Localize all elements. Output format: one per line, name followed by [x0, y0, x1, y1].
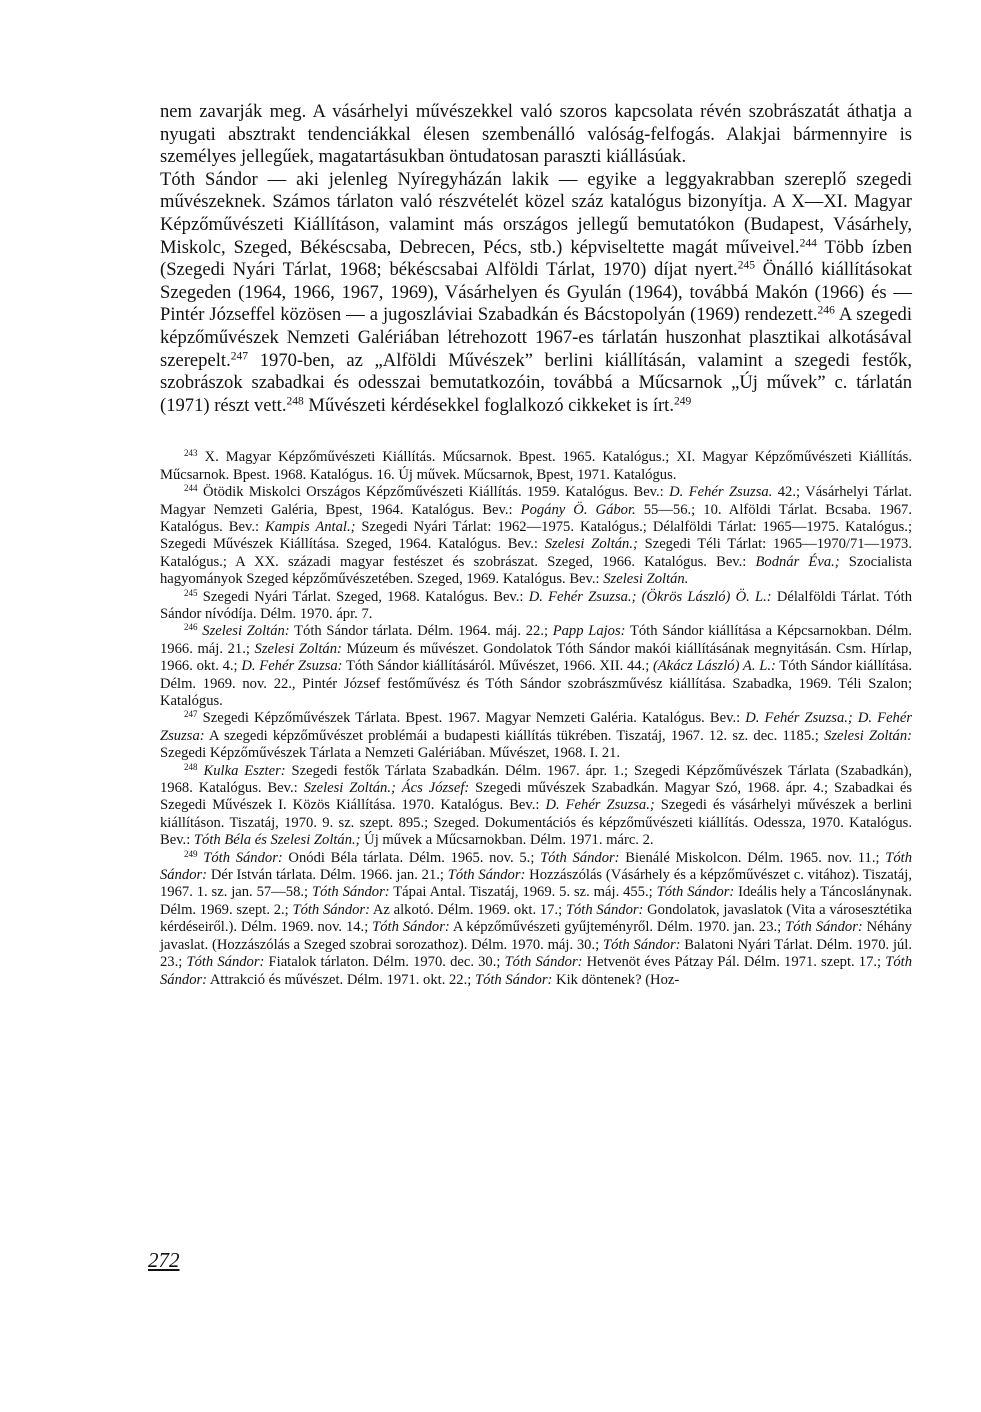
book-page [160, 101, 912, 989]
italic-span: Tóth Sándor: [602, 936, 681, 953]
italic-span: Tóth Sándor: [504, 954, 583, 971]
text-span: Tóth Sándor — aki jelenleg Nyíregyházán lakik — egyike a leggyakrabban szereplő szegedi művészeknek. Számos tárlaton való részvételét közel száz katalógus bizonyítja. A X—XI. Magyar Képzőművészeti Kiállításon, valamint más országos jellegű bemutatókon (Budapest, Vásárhely, Miskolc, Szeged, Békéscsaba, Debrecen, Pécs, stb.) képviseltette magát műveivel. [160, 168, 912, 258]
footnote [160, 589, 912, 624]
italic-span: Tóth Sándor: [474, 971, 553, 988]
text-span: Szegedi Képzőművészek Tárlata a Nemzeti Galériában. Művészet, 1968. I. 21. [160, 745, 621, 762]
italic-span: Szelesi Zoltán.; [544, 536, 638, 553]
italic-span: Tóth Sándor: [311, 884, 390, 901]
text-span: Szegedi festők Tárlata Szabadkán. Délm. 1967. ápr. 1.; Szegedi Képzőművészek Tárlata (Szabadkán), 1968. Katalógus. Bev.: [160, 762, 912, 797]
body-text [160, 101, 912, 417]
italic-span: D. Fehér Zsuzsa.; D. Fehér Zsuzsa: [160, 710, 912, 744]
page-number: 272 [148, 1248, 180, 1272]
text-span: X. Magyar Képzőművészeti Kiállítás. Műcsarnok. Bpest. 1965. Katalógus.; XI. Magyar Képzőművészeti Kiállítás. Műcsarnok. Bpest. 1968. Katalógus. 16. Új művek. Műcsarnok, Bpest, 1971. Katalógus. [160, 449, 912, 483]
footnote-ref: 246 [184, 622, 198, 633]
italic-span: Tóth Sándor: [292, 901, 370, 918]
footnote-ref: 249 [674, 395, 692, 408]
text-span: Szegedi művészek Szabadkán. Magyar Szó, 1968. ápr. 4.; Szabadkai és Szegedi Művészek I. Közös Kiállítása. 1970. Katalógus. Bev.: [160, 780, 913, 814]
italic-span: Tóth Sándor: [447, 867, 526, 884]
footnote-ref: 244 [184, 483, 198, 494]
italic-span: Kulka Eszter: [203, 762, 286, 779]
text-span: Szegedi Képzőművészek Tárlata. Bpest. 1967. Magyar Nemzeti Galéria. Katalógus. Bev.: [197, 710, 746, 727]
text-span: 55—56.; 10. Alföldi Tárlat. Bcsaba. 1967. Katalógus. Bev.: [160, 501, 912, 535]
text-span: Néhány javaslat. (Hozzászólás a Szeged szobrai sorozathoz). Délm. 1970. máj. 30.; [160, 919, 912, 953]
italic-span: Papp Lajos: [552, 623, 626, 640]
text-span: Balatoni Nyári Tárlat. Délm. 1970. júl. 23.; [160, 936, 913, 971]
text-span: Ideális hely a Táncoslánynak. Délm. 1969. szept. 2.; [160, 884, 913, 918]
text-span: Önálló kiállításokat Szegeden (1964, 1966, 1967, 1969), Vásárhelyen és Gyulán (1964), továbbá Makón (1966) és — Pintér Józseffel közösen — a jugoszláviai Szabadkán és Bácstopolyán (1969) rendezett. [160, 259, 912, 326]
text-span: Hetvenöt éves Pátzay Pál. Délm. 1971. szept. 17.; [582, 954, 886, 971]
italic-span: D. Fehér Zsuzsa. [669, 484, 773, 501]
text-span: Kik döntenek? (Hoz- [552, 971, 680, 988]
footnote-ref: 248 [286, 395, 304, 408]
italic-span: Tóth Sándor: [372, 919, 450, 936]
footnote [160, 484, 912, 588]
text-span: A szegedi képzőművészet problémái a budapesti kiállítás tükrében. Tiszatáj, 1967. 12. sz. dec. 1185.; [204, 727, 825, 744]
italic-span: Tóth Sándor: [656, 884, 735, 901]
italic-span: Szelesi Zoltán: [202, 623, 290, 640]
footnote-ref: 248 [184, 761, 198, 772]
text-span: Délalföldi Tárlat. Tóth Sándor nívódíja. Délm. 1970. ápr. 7. [160, 588, 912, 622]
footnote [160, 763, 912, 850]
italic-span: (Akácz László) A. L.: [653, 658, 776, 675]
italic-span: D. Fehér Zsuzsa: [241, 658, 343, 675]
italic-span: Szelesi Zoltán: [254, 640, 342, 657]
text-span: Ötödik Miskolci Országos Képzőművészeti Kiállítás. 1959. Katalógus. Bev.: [197, 484, 670, 501]
italic-span: D. Fehér Zsuzsa.; [545, 797, 655, 814]
italic-span: Pogány Ö. Gábor. [520, 501, 636, 518]
text-span: Szegedi Téli Tárlat: 1965—1970/71—1973. Katalógus.; A XX. századi magyar festészet és szobrászat. Szeged, 1966. Katalógus. Bev.: [160, 536, 912, 570]
footnote [160, 710, 912, 762]
footnote [160, 623, 912, 710]
text-span: nem zavarják meg. A vásárhelyi művészekkel való szoros kapcsolata révén szobrászatát áthatja a nyugati absztrakt tendenciákkal élesen szembenálló valóság-felfogás. Alakjai bármennyire is személyes jellegűek, magatartásukban öntudatosan paraszti kiállásúak. [160, 101, 912, 168]
text-span: Fiatalok tárlaton. Délm. 1970. dec. 30.; [264, 954, 505, 971]
text-span: Tápai Antal. Tiszatáj, 1969. 5. sz. máj. 455.; [389, 884, 657, 901]
text-span: Hozzászólás (Vásárhely és a képzőművészet c. vitához). Tiszatáj, 1967. 1. sz. jan. 57—58.; [160, 867, 912, 901]
text-span: Szocialista hagyományok Szeged képzőművészetében. Szeged, 1969. Katalógus. Bev.: [160, 553, 912, 588]
italic-span: Tóth Sándor: [160, 849, 913, 884]
footnote-ref: 245 [184, 587, 198, 598]
italic-span: Tóth Sándor: [160, 954, 913, 988]
text-span: Több ízben (Szegedi Nyári Tárlat, 1968; békéscsabai Alföldi Tárlat, 1970) díjat nyert. [160, 236, 912, 281]
italic-span: Tóth Béla és Szelesi Zoltán.; [193, 832, 361, 849]
italic-span: Tóth Sándor: [540, 849, 620, 866]
text-span: A szegedi képzőművészek Nemzeti Galériában létrehozott 1967-es tárlatán huszonhat plasztikai alkotásával szerepelt. [160, 304, 912, 371]
italic-span: Tóth Sándor: [186, 954, 265, 971]
body-paragraph [160, 169, 912, 418]
italic-span: Szelesi Zoltán. [603, 571, 689, 588]
italic-span: Szelesi Zoltán: [824, 727, 912, 744]
footnote-ref: 247 [230, 350, 248, 363]
text-span: Művészeti kérdésekkel foglalkozó cikkeket is írt. [303, 394, 674, 416]
text-span: Tóth Sándor kiállítása a Képcsarnokban. Délm. 1966. máj. 21.; [160, 623, 912, 657]
text-span: Az alkotó. Délm. 1969. okt. 17.; [369, 901, 566, 918]
text-span: Tóth Sándor kiállításáról. Művészet, 1966. XII. 44.; [342, 658, 653, 675]
italic-span: Bodnár Éva.; [755, 553, 840, 570]
text-span: Szegedi és vásárhelyi művészek a berlini kiállításon. Tiszatáj, 1970. 9. sz. szept. 895.; Szeged. Dokumentációs és képzőművészeti kiállítás. Odessza, 1970. Katalógus. Bev.: [160, 797, 912, 849]
text-span: 1970-ben, az „Alföldi Művészek” berlini kiállításán, valamint a szegedi festők, szobrászok szabadkai és odesszai bemutatkozóin, továbbá a Műcsarnok „Új művek” c. tárlatán (1971) részt vett. [160, 349, 912, 416]
footnote [160, 850, 912, 989]
italic-span: Szelesi Zoltán.; Ács József: [303, 780, 470, 797]
text-span: Dér István tárlata. Délm. 1966. jan. 21.; [207, 867, 448, 884]
text-span: Szegedi Nyári Tárlat. Szeged, 1968. Katalógus. Bev.: [197, 588, 529, 605]
text-span: Bienálé Miskolcon. Délm. 1965. nov. 11.; [619, 849, 886, 866]
text-span: Gondolatok, javaslatok (Vita a városesztétika kérdéseiről.). Délm. 1969. nov. 14.; [160, 901, 912, 936]
footnote-ref: 249 [184, 848, 198, 859]
footnote-ref: 244 [799, 237, 817, 250]
text-span: Tóth Sándor tárlata. Délm. 1964. máj. 22.; [289, 623, 553, 640]
text-span: Új művek a Műcsarnokban. Délm. 1971. márc. 2. [360, 832, 654, 849]
text-span: Múzeum és művészet. Gondolatok Tóth Sándor makói kiállításának megnyitásán. Csm. Hírlap, 1966. okt. 4.; [160, 640, 912, 675]
italic-span: Tóth Sándor: [565, 901, 644, 918]
footnote-ref: 247 [184, 709, 198, 720]
footnote-ref: 243 [184, 448, 198, 459]
italic-span: Tóth Sándor: [203, 849, 283, 866]
text-span: Tóth Sándor kiállítása. Délm. 1969. nov. 22., Pintér József festőművész és Tóth Sándor szobrászművész kiállítása. Szabadka, 1969. Téli Szalon; Katalógus. [160, 658, 913, 709]
italic-span: D. Fehér Zsuzsa.; (Ökrös László) Ö. L.: [528, 588, 772, 605]
italic-span: Tóth Sándor: [785, 919, 863, 936]
footnote [160, 449, 912, 484]
body-paragraph [160, 101, 912, 169]
footnote-ref: 246 [817, 305, 835, 318]
text-span: A képzőművészeti gyűjteményről. Délm. 1970. jan. 23.; [449, 919, 786, 936]
text-span: Onódi Béla tárlata. Délm. 1965. nov. 5.; [282, 849, 541, 866]
text-span: Attrakció és művészet. Délm. 1971. okt. 22.; [207, 971, 475, 988]
footnote-ref: 245 [737, 259, 755, 272]
text-span: 42.; Vásárhelyi Tárlat. Magyar Nemzeti Galéria, Bpest, 1964. Katalógus. Bev.: [160, 484, 912, 518]
text-span: Szegedi Nyári Tárlat: 1962—1975. Katalógus.; Délalföldi Tárlat: 1965—1975. Katalógus.; Szegedi Művészek Kiállítása. Szeged, 1964. Katalógus. Bev.: [160, 518, 912, 553]
italic-span: Kampis Antal.; [265, 518, 356, 535]
footnotes [160, 449, 912, 989]
